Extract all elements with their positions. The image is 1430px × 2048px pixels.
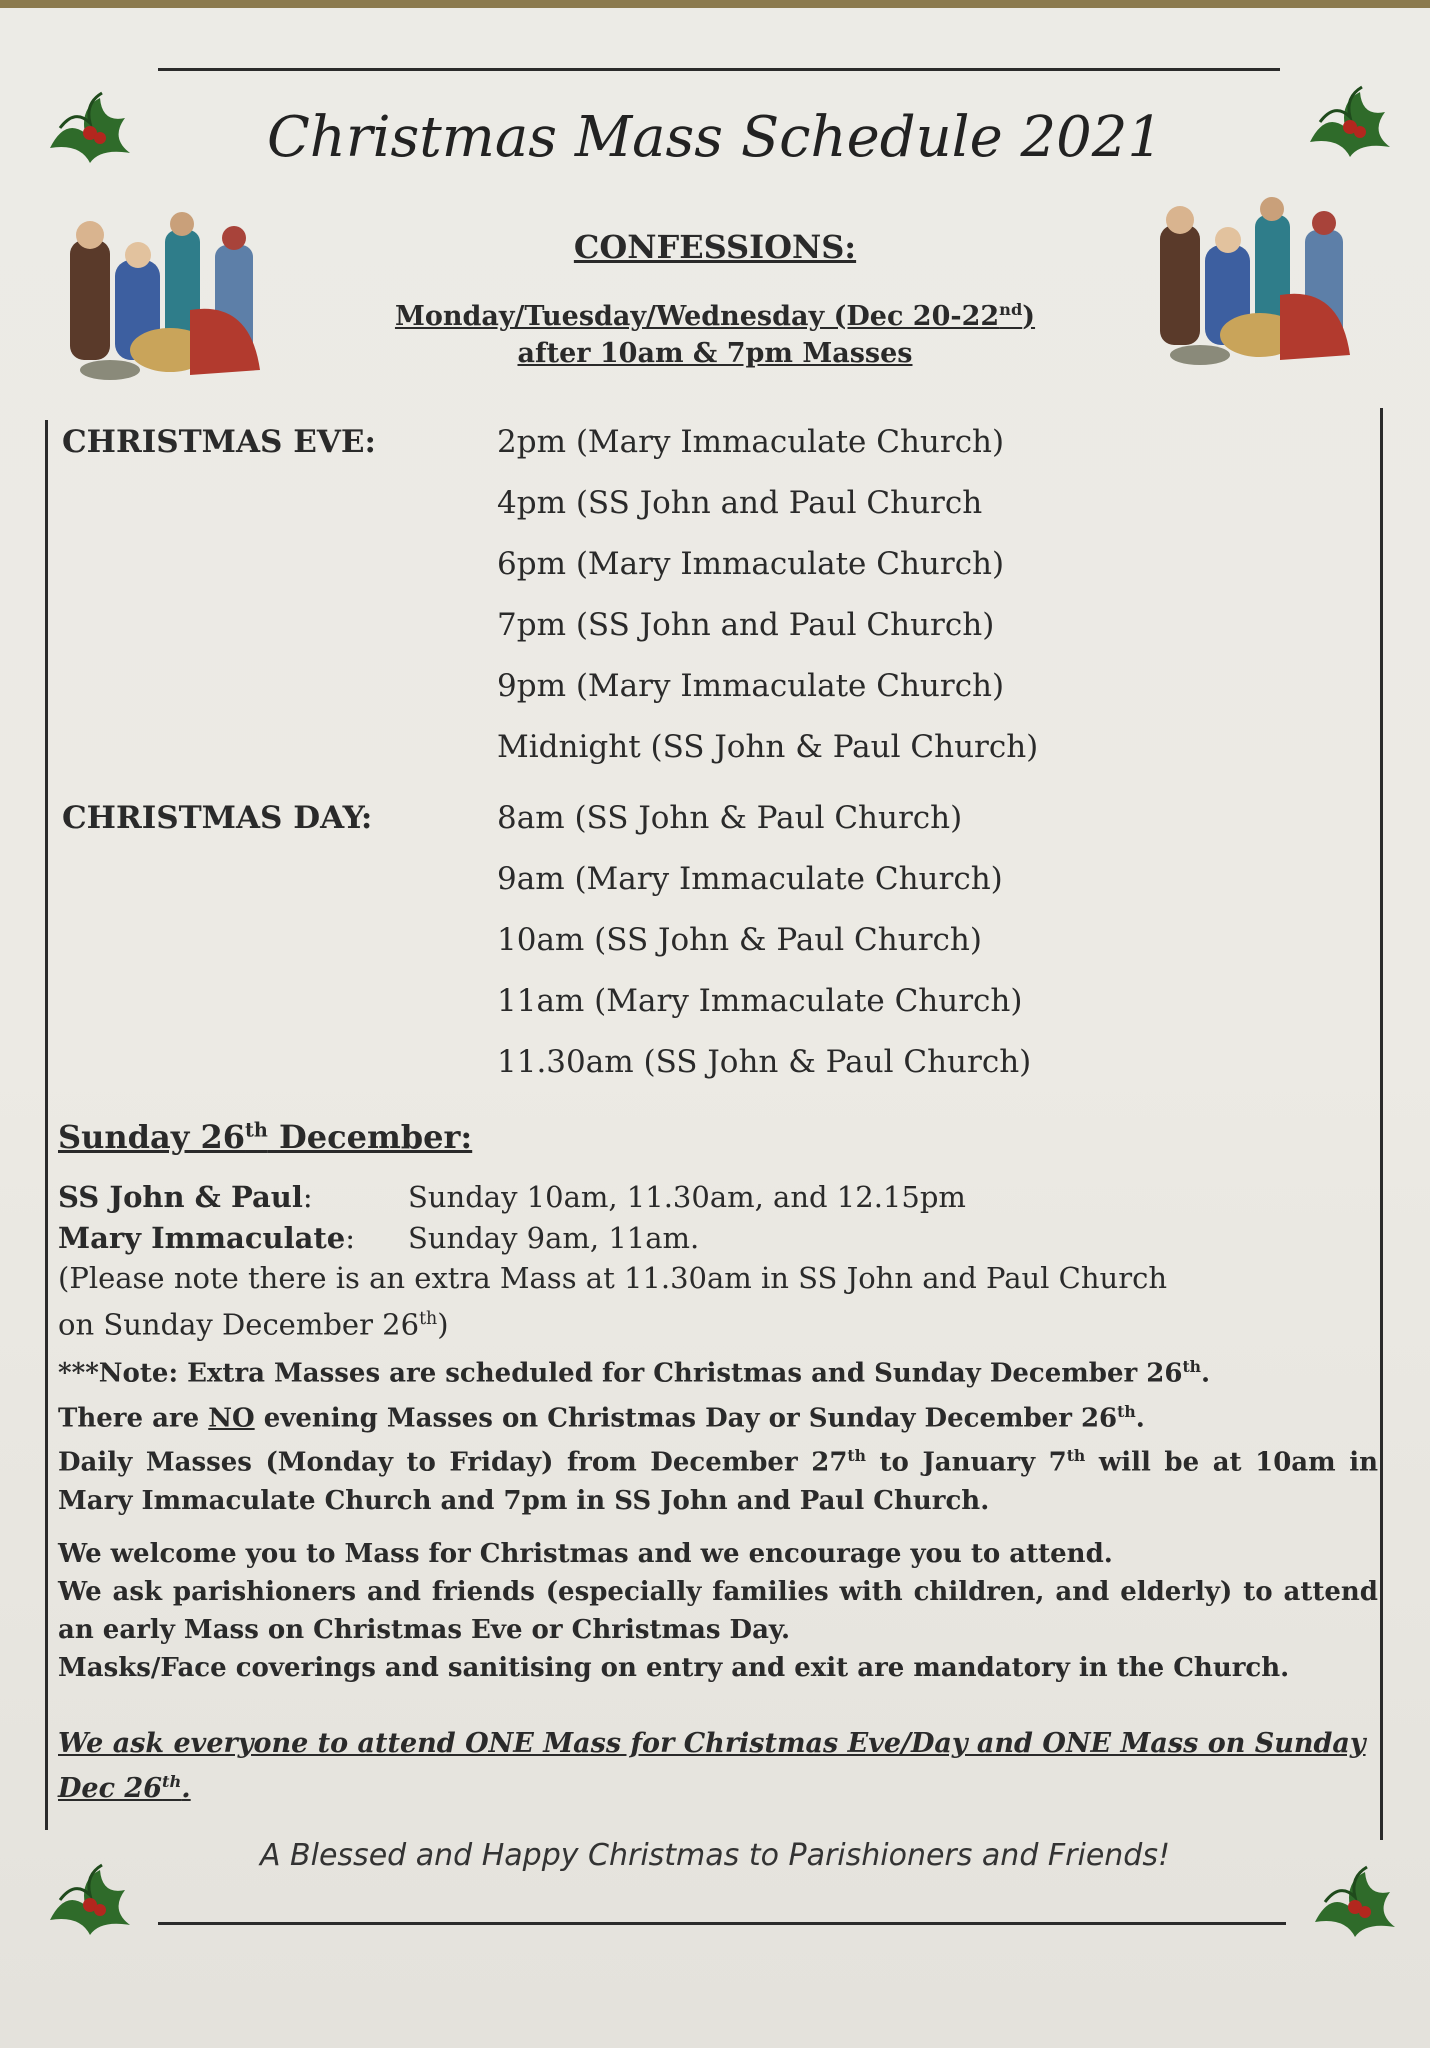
note-line: There are NO evening Masses on Christmas Day or Sunday December 26th. <box>58 1401 1145 1434</box>
sunday-heading <box>58 1118 472 1156</box>
mass-item: 10am (SS John & Paul Church) <box>497 922 982 958</box>
mass-item: 8am (SS John & Paul Church) <box>497 800 963 836</box>
mass-item: Midnight (SS John & Paul Church) <box>497 729 1039 765</box>
note-p1a: ***Note: Extra Masses are scheduled for Christmas and Sunday December 26 <box>58 1358 1183 1389</box>
confessions-days-text: Monday/Tuesday/Wednesday (Dec 20-22 <box>394 301 1000 332</box>
page-title: Christmas Mass Schedule 2021 <box>266 105 1164 170</box>
welcome-line: We welcome you to Mass for Christmas and we encourage you to attend. <box>58 1539 1113 1569</box>
colon: : <box>302 1180 313 1214</box>
no-emphasis: NO <box>208 1403 255 1434</box>
ask-sup: th <box>162 1772 182 1791</box>
th-sup: th <box>1117 1401 1136 1421</box>
mass-item: 11am (Mary Immaculate Church) <box>497 983 1023 1019</box>
mass-item: 11.30am (SS John & Paul Church) <box>497 1044 1032 1080</box>
th-sup: th <box>1066 1446 1086 1466</box>
note-line: (Please note there is an extra Mass at 11.30am in SS John and Paul Church <box>58 1261 1167 1295</box>
note-line2-pre: on Sunday December 26 <box>58 1307 420 1342</box>
sunday-heading-pre: Sunday 26 <box>58 1118 246 1156</box>
mass-item: 4pm (SS John and Paul Church <box>497 485 983 521</box>
ask-text: We ask everyone to attend ONE Mass for Christmas Eve/Day and ONE Mass on Sunday Dec 26 <box>58 1728 1366 1804</box>
church-times: Sunday 9am, 11am. <box>408 1221 700 1255</box>
note-line: ***Note: Extra Masses are scheduled for Christmas and Sunday December 26th. <box>58 1357 1211 1389</box>
christmas-eve-masses <box>497 424 1038 790</box>
one-mass-request <box>58 1725 1378 1808</box>
confessions-times: after 10am & 7pm Masses <box>517 338 913 369</box>
th-sup: th <box>847 1446 866 1466</box>
confessions-heading: CONFESSIONS: <box>573 228 857 266</box>
christmas-day-label: CHRISTMAS DAY: <box>62 800 373 836</box>
masks-mandatory: Masks/Face coverings and sanitising on entry and exit are mandatory in the Church. <box>58 1653 1290 1683</box>
left-border <box>45 420 48 1830</box>
note-line2-post: ) <box>437 1307 449 1342</box>
christmas-day-masses <box>497 800 1031 1105</box>
colon: : <box>345 1221 356 1255</box>
mass-item: 7pm (SS John and Paul Church) <box>497 607 995 643</box>
ask-end: . <box>181 1773 191 1804</box>
christmas-eve-label: CHRISTMAS EVE: <box>62 424 376 460</box>
sunday-note <box>58 1258 1378 1346</box>
sunday-heading-post: December: <box>267 1118 473 1156</box>
holly-icon <box>40 1850 140 1940</box>
note-line <box>58 1437 1378 1520</box>
note-p1b: There are <box>58 1403 209 1434</box>
top-edge-strip <box>0 0 1430 8</box>
th-sup: th <box>1182 1357 1202 1376</box>
mass-item: 2pm (Mary Immaculate Church) <box>497 424 1005 460</box>
sunday-row <box>58 1221 700 1255</box>
church-name: SS John & Paul <box>58 1180 303 1214</box>
church-name: Mary Immaculate <box>58 1221 346 1255</box>
mass-item: 6pm (Mary Immaculate Church) <box>497 546 1005 582</box>
right-border <box>1380 408 1383 1840</box>
extra-masses-note <box>58 1348 1378 1520</box>
note-p1f: will be at 10am in Mary Immaculate Church and 7pm in SS John and Paul Church. <box>58 1447 1378 1516</box>
note-p1c: evening Masses on Christmas Day or Sunday December 26 <box>254 1403 1118 1434</box>
christmas-blessing: A Blessed and Happy Christmas to Parishioners and Friends! <box>260 1838 1170 1873</box>
note-line <box>58 1299 1378 1346</box>
note-p1e: to January 7 <box>865 1447 1067 1478</box>
mass-item: 9pm (Mary Immaculate Church) <box>497 668 1005 704</box>
church-times: Sunday 10am, 11.30am, and 12.15pm <box>408 1180 966 1214</box>
confessions-days-end: ) <box>1022 301 1036 332</box>
bottom-rule <box>158 1922 1286 1925</box>
top-rule <box>158 68 1280 71</box>
early-mass-request: We ask parishioners and friends (especially families with children, and elderly) to attend an early Mass on Christmas Eve or Christmas Day. <box>58 1577 1378 1645</box>
mass-item: 9am (Mary Immaculate Church) <box>497 861 1003 897</box>
sunday-row <box>58 1180 966 1214</box>
sunday-heading-sup: th <box>245 1118 268 1142</box>
welcome-notices <box>58 1535 1378 1687</box>
note-p1d: Daily Masses (Monday to Friday) from December 27 <box>58 1447 848 1478</box>
holly-icon <box>1305 1852 1405 1942</box>
note-line2-sup: th <box>419 1309 438 1329</box>
confessions-days <box>0 300 1430 332</box>
confessions-days-sup: nd <box>999 300 1023 319</box>
